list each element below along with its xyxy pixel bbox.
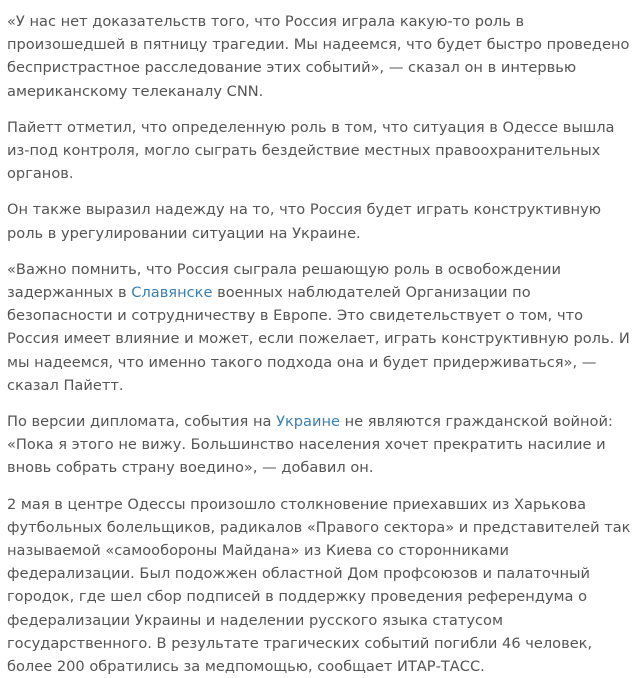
paragraph-text: не являются гражданской войной: «Пока я этого не вижу. Большинство населения хочет прекратить насилие и вновь собрать страну воедино», — добавил он. — [7, 413, 613, 477]
paragraph-text: военных наблюдателей Организации по безопасности и сотрудничеству в Европе. Это свидетельствует о том, что Россия имеет влияние и может, если пожелает, играть конструктивную роль. И мы надеемся, что именно такого подхода она и будет придерживаться», — сказал Пайетт. — [7, 284, 630, 394]
paragraph-osce-observers — [7, 258, 634, 397]
link-ukraine[interactable]: Украине — [276, 413, 340, 431]
paragraph-constructive-role: Он также выразил надежду на то, что Россия будет играть конструктивную роль в урегулировании ситуации на Украине. — [7, 201, 602, 242]
paragraph-cnn-quote: «У нас нет доказательств того, что Россия играла какую-то роль в произошедшей в пятницу трагедии. Мы надеемся, что будет быстро проведено беспристрастное расследование этих событий», — сказал он в интервью американскому телеканалу CNN. — [7, 13, 630, 100]
paragraph-law-enforcement: Пайетт отметил, что определенную роль в том, что ситуация в Одессе вышла из-под контроля, могло сыграть бездействие местных правоохранительных органов. — [7, 118, 615, 183]
link-slavyansk[interactable]: Славянске — [131, 284, 213, 302]
paragraph-text: «Важно помнить, что Россия сыграла решающую роль в освобождении задержанных в — [7, 260, 561, 302]
paragraph-civil-war — [7, 410, 634, 480]
paragraph-text: По версии дипломата, события на — [7, 413, 277, 431]
paragraph-odessa-events: 2 мая в центре Одессы произошло столкновение приехавших из Харькова футбольных болельщиков, радикалов «Правого сектора» и представителей так называемой «самообороны Майдана» из Киева со сторонниками федерализации. Был подожжен областной Дом профсоюзов и палаточный городок, где шел сбор подписей в поддержку проведения референдума о федерализации Украины и наделении русского языка статусом государственного. В результате трагических событий погибли 46 человек, более 200 обратились за медпомощью, сообщает ИТАР-ТАСС. — [7, 495, 631, 676]
